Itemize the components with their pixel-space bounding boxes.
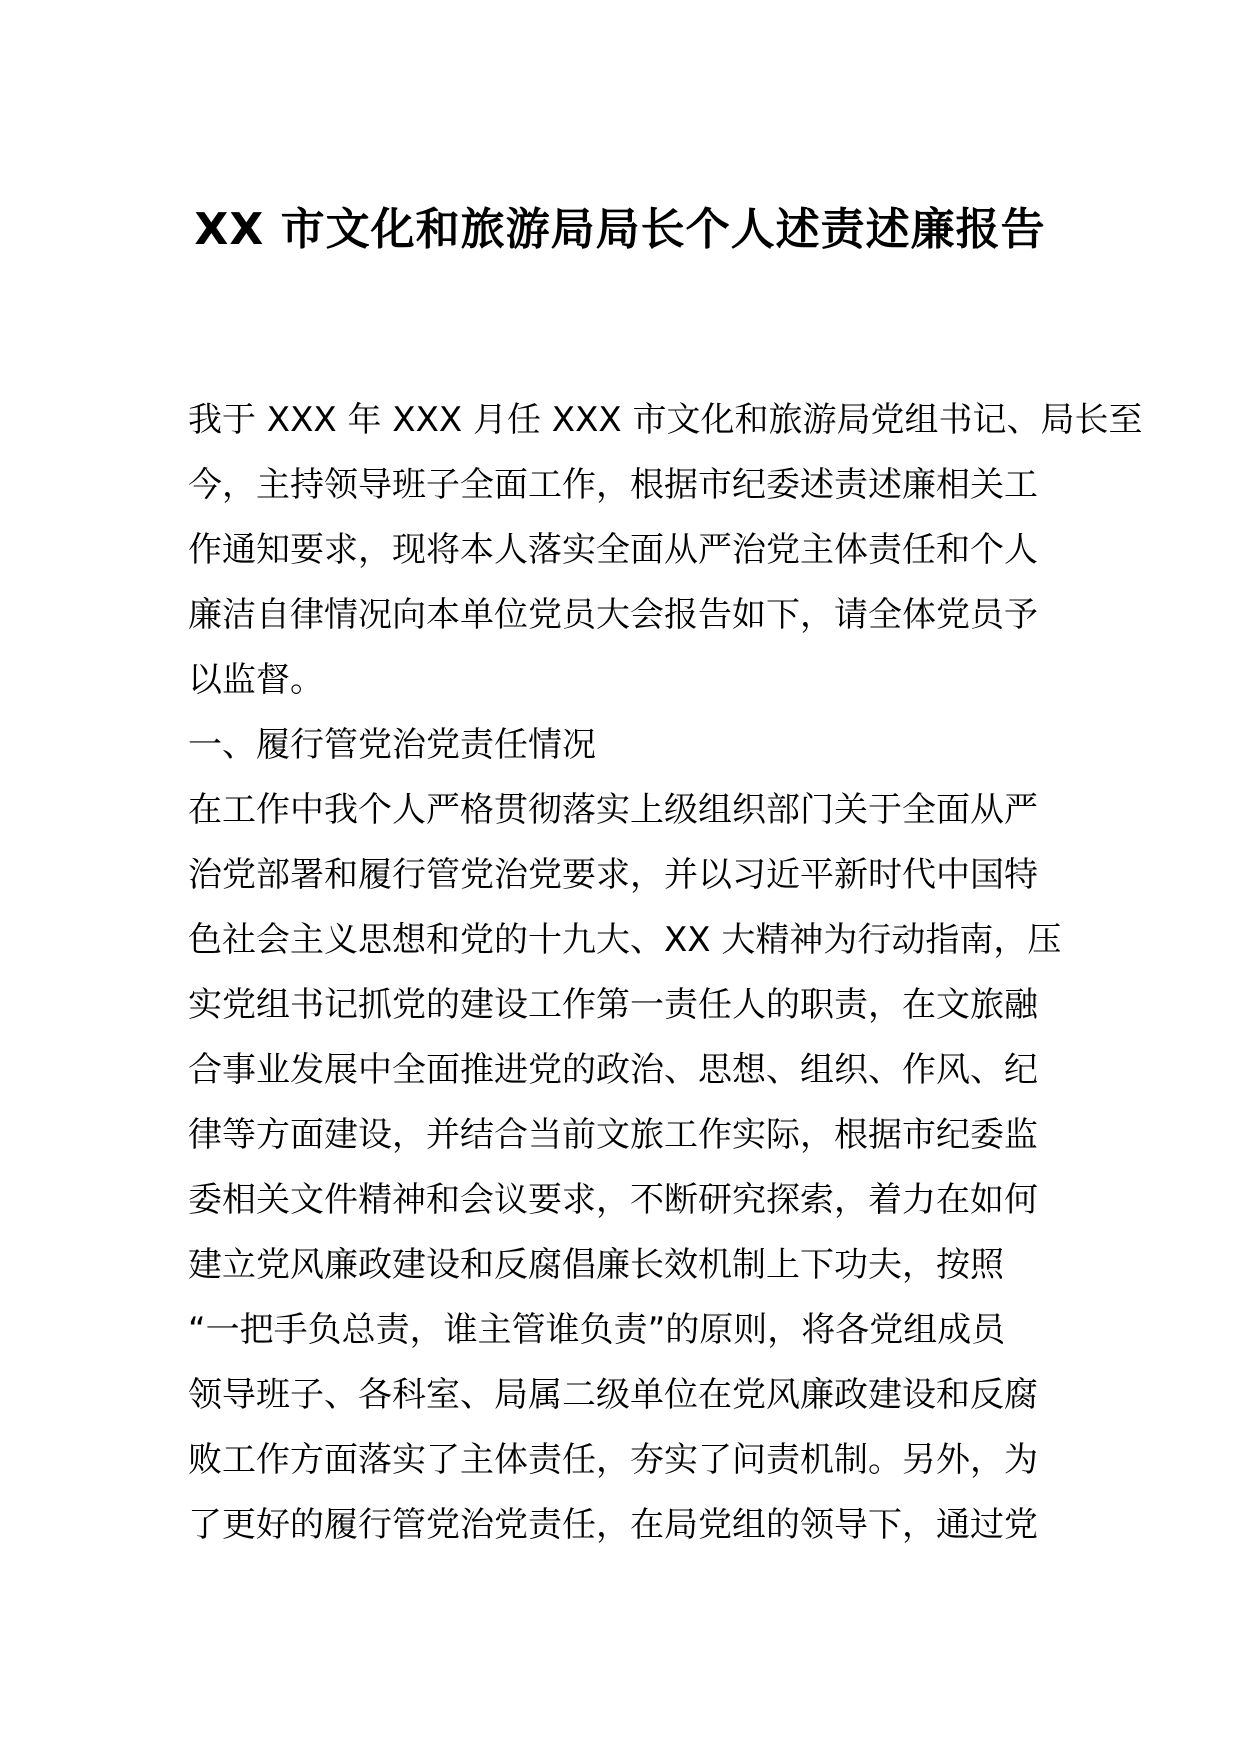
body-line: “一把手负总责，谁主管谁负责”的原则，将各党组成员	[188, 1310, 1006, 1350]
body-line: 我于 XXX 年 XXX 月任 XXX 市文化和旅游局党组书记、局长至	[188, 400, 1143, 440]
document-title: XX 市文化和旅游局局长个人述责述廉报告	[194, 204, 1046, 255]
body-line: 败工作方面落实了主体责任，夯实了问责机制。另外，为	[188, 1440, 1038, 1480]
body-line: 合事业发展中全面推进党的政治、思想、组织、作风、纪	[188, 1050, 1038, 1090]
body-line: 在工作中我个人严格贯彻落实上级组织部门关于全面从严	[188, 790, 1038, 830]
body-line: 委相关文件精神和会议要求，不断研究探索，着力在如何	[188, 1180, 1038, 1220]
document-body	[188, 388, 1143, 1558]
body-line: 作通知要求，现将本人落实全面从严治党主体责任和个人	[188, 530, 1038, 570]
section-heading: 一、履行管党治党责任情况	[188, 725, 596, 765]
body-line: 以监督。	[188, 660, 324, 700]
body-line: 建立党风廉政建设和反腐倡廉长效机制上下功夫，按照	[188, 1245, 1004, 1285]
body-line: 实党组书记抓党的建设工作第一责任人的职责，在文旅融	[188, 985, 1038, 1025]
body-line: 廉洁自律情况向本单位党员大会报告如下，请全体党员予	[188, 595, 1038, 635]
body-line: 律等方面建设，并结合当前文旅工作实际，根据市纪委监	[188, 1115, 1038, 1155]
body-line: 领导班子、各科室、局属二级单位在党风廉政建设和反腐	[188, 1375, 1038, 1415]
body-line: 了更好的履行管党治党责任，在局党组的领导下，通过党	[188, 1505, 1038, 1545]
body-line: 治党部署和履行管党治党要求，并以习近平新时代中国特	[188, 855, 1038, 895]
body-line: 今，主持领导班子全面工作，根据市纪委述责述廉相关工	[188, 465, 1038, 505]
body-line: 色社会主义思想和党的十九大、XX 大精神为行动指南，压	[188, 920, 1062, 960]
